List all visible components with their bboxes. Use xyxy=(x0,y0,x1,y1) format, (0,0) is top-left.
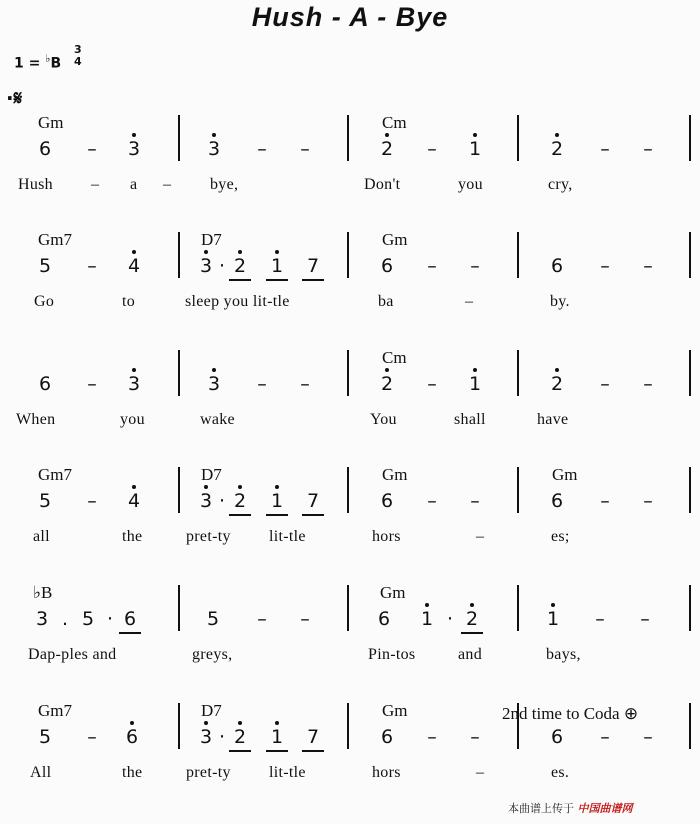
note-digit xyxy=(233,490,247,512)
note-text: 3 xyxy=(207,373,221,395)
note-digit xyxy=(38,255,52,277)
chord-symbol: Gm xyxy=(382,230,408,249)
lyric-syllable: Hush xyxy=(18,176,53,193)
note-text: – xyxy=(87,373,97,395)
note-text: 7 xyxy=(306,490,320,512)
note-text: 3 xyxy=(207,138,221,160)
lyric-syllable: Dap-ples and xyxy=(28,646,117,663)
note-text: 1 xyxy=(270,490,284,512)
sustain-dash xyxy=(425,726,439,748)
note-text: 2 xyxy=(550,138,564,160)
score-title: Hush - A - Bye xyxy=(251,2,449,32)
note-digit xyxy=(380,138,394,160)
sustain-dash xyxy=(425,490,439,512)
barline xyxy=(517,115,519,161)
note-digit xyxy=(215,490,229,512)
octave-dot-icon xyxy=(212,133,216,137)
note-text: · xyxy=(218,726,226,748)
lyric-syllable: lit-tle xyxy=(269,528,306,545)
note-text: 3 xyxy=(127,373,141,395)
note-digit xyxy=(550,726,564,748)
lyric-syllable: you xyxy=(120,411,145,428)
note-text: 2 xyxy=(233,726,247,748)
note-digit xyxy=(380,726,394,748)
barline xyxy=(178,115,180,161)
chord-symbol: Gm7 xyxy=(38,230,72,249)
chord-symbol: Cm xyxy=(382,113,407,132)
watermark xyxy=(508,800,633,816)
note-digit xyxy=(199,255,213,277)
time-signature-bottom: 4 xyxy=(74,55,82,68)
note-text: 5 xyxy=(206,608,220,630)
note-text: – xyxy=(257,373,267,395)
lyric-syllable: Pin-tos xyxy=(368,646,416,663)
lyric-syllable: Go xyxy=(34,293,55,310)
note-text: 2 xyxy=(380,373,394,395)
note-text: 1 xyxy=(420,608,434,630)
time-signature xyxy=(74,44,82,68)
note-text: 5 xyxy=(38,726,52,748)
note-text: – xyxy=(643,255,653,277)
time-signature-top: 3 xyxy=(74,43,82,56)
note-text: – xyxy=(470,255,480,277)
note-digit xyxy=(207,373,221,395)
sustain-dash xyxy=(425,255,439,277)
barline xyxy=(347,467,349,513)
barline xyxy=(689,467,691,513)
lyric-syllable: a xyxy=(130,176,138,193)
note-text: – xyxy=(643,490,653,512)
barline xyxy=(178,350,180,396)
key-prefix: 1 = xyxy=(14,55,46,72)
octave-dot-icon xyxy=(132,133,136,137)
note-digit xyxy=(306,255,320,277)
note-text: 6 xyxy=(380,726,394,748)
note-text: – xyxy=(427,138,437,160)
note-digit xyxy=(380,490,394,512)
note-digit xyxy=(306,726,320,748)
lyric-syllable: pret-ty xyxy=(186,764,231,781)
lyric-syllable: Don't xyxy=(364,176,401,193)
lyric-syllable: es. xyxy=(551,764,570,781)
key-signature xyxy=(14,52,61,72)
note-digit xyxy=(380,255,394,277)
sustain-dash xyxy=(641,138,655,160)
octave-dot-icon xyxy=(212,368,216,372)
octave-dot-icon xyxy=(385,368,389,372)
duration-underline xyxy=(229,514,251,516)
note-digit xyxy=(127,255,141,277)
note-text: 1 xyxy=(270,255,284,277)
note-text: – xyxy=(87,138,97,160)
note-text: 4 xyxy=(127,490,141,512)
note-text: 3 xyxy=(127,138,141,160)
note-text: 6 xyxy=(550,726,564,748)
note-digit xyxy=(550,138,564,160)
lyric-syllable: hors xyxy=(372,764,401,781)
octave-dot-icon xyxy=(275,485,279,489)
lyric-syllable: shall xyxy=(454,411,486,428)
note-text: 1 xyxy=(546,608,560,630)
barline xyxy=(347,115,349,161)
note-text: 6 xyxy=(550,490,564,512)
lyric-syllable: cry, xyxy=(548,176,573,193)
octave-dot-icon xyxy=(385,133,389,137)
note-text: – xyxy=(600,138,610,160)
note-text: 3 xyxy=(35,608,49,630)
barline xyxy=(178,585,180,631)
note-digit xyxy=(38,490,52,512)
chord-symbol: Gm xyxy=(552,465,578,484)
octave-dot-icon xyxy=(238,721,242,725)
note-text: 1 xyxy=(468,373,482,395)
octave-dot-icon xyxy=(473,133,477,137)
chord-symbol: Gm xyxy=(380,583,406,602)
lyric-syllable: – xyxy=(91,176,100,193)
duration-underline xyxy=(461,632,483,634)
duration-underline xyxy=(229,279,251,281)
lyric-syllable: to xyxy=(122,293,136,310)
octave-dot-icon xyxy=(473,368,477,372)
sustain-dash xyxy=(85,255,99,277)
octave-dot-icon xyxy=(555,133,559,137)
note-text: – xyxy=(427,373,437,395)
lyric-syllable: the xyxy=(122,764,143,781)
sustain-dash xyxy=(468,726,482,748)
note-text: 3 xyxy=(199,490,213,512)
note-text: · xyxy=(218,490,226,512)
sustain-dash xyxy=(85,373,99,395)
duration-underline xyxy=(302,514,324,516)
note-digit xyxy=(215,726,229,748)
note-text: – xyxy=(87,726,97,748)
duration-underline xyxy=(229,750,251,752)
chord-symbol: Gm xyxy=(382,701,408,720)
lyric-syllable: bye, xyxy=(210,176,239,193)
sustain-dash xyxy=(598,138,612,160)
lyric-syllable: – xyxy=(476,528,485,545)
sustain-dash xyxy=(598,490,612,512)
barline xyxy=(689,350,691,396)
note-digit xyxy=(270,490,284,512)
note-text: 6 xyxy=(550,255,564,277)
chord-symbol: D7 xyxy=(201,465,222,484)
barline xyxy=(178,703,180,749)
note-digit xyxy=(306,490,320,512)
watermark-text: 本曲谱上传于 xyxy=(508,802,574,815)
note-text: 7 xyxy=(306,726,320,748)
lyric-syllable: by. xyxy=(550,293,570,310)
sustain-dash xyxy=(255,138,269,160)
lyric-syllable: you xyxy=(458,176,483,193)
note-digit xyxy=(550,490,564,512)
note-text: 5 xyxy=(38,255,52,277)
sustain-dash xyxy=(468,255,482,277)
lyric-syllable: When xyxy=(16,411,56,428)
octave-dot-icon xyxy=(204,250,208,254)
barline xyxy=(517,232,519,278)
sustain-dash xyxy=(425,138,439,160)
note-text: · xyxy=(446,608,454,630)
sustain-dash xyxy=(638,608,652,630)
octave-dot-icon xyxy=(470,603,474,607)
lyric-syllable: sleep you lit-tle xyxy=(185,293,290,310)
note-digit xyxy=(465,608,479,630)
note-text: 3 xyxy=(199,726,213,748)
note-digit xyxy=(127,373,141,395)
note-digit xyxy=(58,608,72,630)
lyric-syllable: have xyxy=(537,411,569,428)
note-digit xyxy=(103,608,117,630)
octave-dot-icon xyxy=(132,485,136,489)
note-text: – xyxy=(600,726,610,748)
note-digit xyxy=(420,608,434,630)
key-note: B xyxy=(50,55,62,72)
lyric-syllable: and xyxy=(458,646,483,663)
sustain-dash xyxy=(85,490,99,512)
note-text: – xyxy=(643,373,653,395)
lyric-syllable: – xyxy=(465,293,474,310)
note-text: 2 xyxy=(233,490,247,512)
note-text: – xyxy=(643,726,653,748)
barline xyxy=(347,703,349,749)
note-text: 4 xyxy=(127,255,141,277)
chord-symbol: D7 xyxy=(201,701,222,720)
barline xyxy=(347,350,349,396)
note-digit xyxy=(206,608,220,630)
note-text: – xyxy=(427,490,437,512)
octave-dot-icon xyxy=(204,485,208,489)
lyric-syllable: the xyxy=(122,528,143,545)
note-digit xyxy=(550,255,564,277)
octave-dot-icon xyxy=(132,368,136,372)
note-digit xyxy=(270,255,284,277)
octave-dot-icon xyxy=(275,721,279,725)
note-digit xyxy=(468,138,482,160)
duration-underline xyxy=(119,632,141,634)
barline xyxy=(689,232,691,278)
octave-dot-icon xyxy=(425,603,429,607)
lyric-syllable: pret-ty xyxy=(186,528,231,545)
sustain-dash xyxy=(85,138,99,160)
octave-dot-icon xyxy=(275,250,279,254)
note-text: – xyxy=(600,373,610,395)
note-digit xyxy=(199,490,213,512)
note-text: 6 xyxy=(377,608,391,630)
barline xyxy=(178,232,180,278)
note-digit xyxy=(546,608,560,630)
chord-symbol: D7 xyxy=(201,230,222,249)
note-digit xyxy=(127,138,141,160)
lyric-syllable: ba xyxy=(378,293,394,310)
note-digit xyxy=(207,138,221,160)
sustain-dash xyxy=(255,373,269,395)
note-text: – xyxy=(470,726,480,748)
note-text: 1 xyxy=(468,138,482,160)
note-text: 6 xyxy=(380,255,394,277)
note-digit xyxy=(123,608,137,630)
note-text: – xyxy=(640,608,650,630)
note-text: – xyxy=(300,608,310,630)
lyric-syllable: wake xyxy=(200,411,235,428)
note-text: 5 xyxy=(81,608,95,630)
note-digit xyxy=(127,490,141,512)
sustain-dash xyxy=(593,608,607,630)
note-digit xyxy=(468,373,482,395)
note-digit xyxy=(38,726,52,748)
note-text: – xyxy=(257,138,267,160)
note-digit xyxy=(125,726,139,748)
lyric-syllable: – xyxy=(163,176,172,193)
barline xyxy=(347,585,349,631)
duration-underline xyxy=(302,750,324,752)
note-text: 2 xyxy=(465,608,479,630)
octave-dot-icon xyxy=(204,721,208,725)
note-text: – xyxy=(427,255,437,277)
note-text: – xyxy=(300,138,310,160)
barline xyxy=(517,467,519,513)
sustain-dash xyxy=(641,726,655,748)
sustain-dash xyxy=(85,726,99,748)
note-text: – xyxy=(87,255,97,277)
duration-underline xyxy=(266,279,288,281)
note-digit xyxy=(233,726,247,748)
lyric-syllable: You xyxy=(370,411,397,428)
note-digit xyxy=(199,726,213,748)
octave-dot-icon xyxy=(555,368,559,372)
lyric-syllable: – xyxy=(476,764,485,781)
note-text: 6 xyxy=(123,608,137,630)
note-text: – xyxy=(595,608,605,630)
barline xyxy=(517,585,519,631)
sustain-dash xyxy=(468,490,482,512)
duration-underline xyxy=(266,750,288,752)
sustain-dash xyxy=(255,608,269,630)
chord-symbol: Gm7 xyxy=(38,465,72,484)
chord-symbol: Cm xyxy=(382,348,407,367)
note-text: 2 xyxy=(233,255,247,277)
note-text: . xyxy=(61,608,69,630)
sustain-dash xyxy=(641,255,655,277)
note-text: 6 xyxy=(380,490,394,512)
note-text: 7 xyxy=(306,255,320,277)
octave-dot-icon xyxy=(238,250,242,254)
barline xyxy=(347,232,349,278)
barline xyxy=(689,585,691,631)
sustain-dash xyxy=(641,373,655,395)
note-text: 2 xyxy=(550,373,564,395)
lyric-syllable: All xyxy=(30,764,52,781)
barline xyxy=(689,115,691,161)
note-digit xyxy=(380,373,394,395)
note-digit xyxy=(270,726,284,748)
octave-dot-icon xyxy=(551,603,555,607)
octave-dot-icon xyxy=(132,250,136,254)
lyric-syllable: bays, xyxy=(546,646,581,663)
note-text: 6 xyxy=(125,726,139,748)
sustain-dash xyxy=(298,608,312,630)
lyric-syllable: greys, xyxy=(192,646,233,663)
barline xyxy=(517,350,519,396)
chord-symbol: Gm7 xyxy=(38,701,72,720)
note-text: · xyxy=(218,255,226,277)
octave-dot-icon xyxy=(130,721,134,725)
note-text: 5 xyxy=(38,490,52,512)
note-digit xyxy=(233,255,247,277)
duration-underline xyxy=(302,279,324,281)
octave-dot-icon xyxy=(238,485,242,489)
lyric-syllable: lit-tle xyxy=(269,764,306,781)
note-text: – xyxy=(600,255,610,277)
note-text: – xyxy=(257,608,267,630)
chord-symbol: Gm xyxy=(38,113,64,132)
note-text: · xyxy=(106,608,114,630)
duration-underline xyxy=(266,514,288,516)
sustain-dash xyxy=(598,726,612,748)
note-digit xyxy=(443,608,457,630)
note-text: – xyxy=(643,138,653,160)
barline xyxy=(178,467,180,513)
note-digit xyxy=(81,608,95,630)
barline xyxy=(689,703,691,749)
note-text: – xyxy=(87,490,97,512)
note-digit xyxy=(38,373,52,395)
note-text: 6 xyxy=(38,373,52,395)
lyric-syllable: hors xyxy=(372,528,401,545)
sustain-dash xyxy=(425,373,439,395)
note-text: – xyxy=(470,490,480,512)
chord-symbol: ♭B xyxy=(33,583,53,602)
lyric-syllable: all xyxy=(33,528,50,545)
sustain-dash xyxy=(598,255,612,277)
note-text: 6 xyxy=(38,138,52,160)
sustain-dash xyxy=(298,373,312,395)
note-text: – xyxy=(427,726,437,748)
coda-instruction: 2nd time to Coda ⊕ xyxy=(502,704,639,723)
note-text: 2 xyxy=(380,138,394,160)
sustain-dash xyxy=(598,373,612,395)
lyric-syllable: es; xyxy=(551,528,570,545)
note-text: – xyxy=(300,373,310,395)
sustain-dash xyxy=(298,138,312,160)
note-text: 3 xyxy=(199,255,213,277)
note-text: – xyxy=(600,490,610,512)
note-digit xyxy=(377,608,391,630)
watermark-logo: 中国曲谱网 xyxy=(577,802,633,815)
note-text: 1 xyxy=(270,726,284,748)
note-digit xyxy=(38,138,52,160)
chord-symbol: Gm xyxy=(382,465,408,484)
sustain-dash xyxy=(641,490,655,512)
note-digit xyxy=(550,373,564,395)
segno-icon: ·𝄋 xyxy=(6,86,23,110)
flat-sign: ♭ xyxy=(45,52,51,65)
note-digit xyxy=(35,608,49,630)
note-digit xyxy=(215,255,229,277)
